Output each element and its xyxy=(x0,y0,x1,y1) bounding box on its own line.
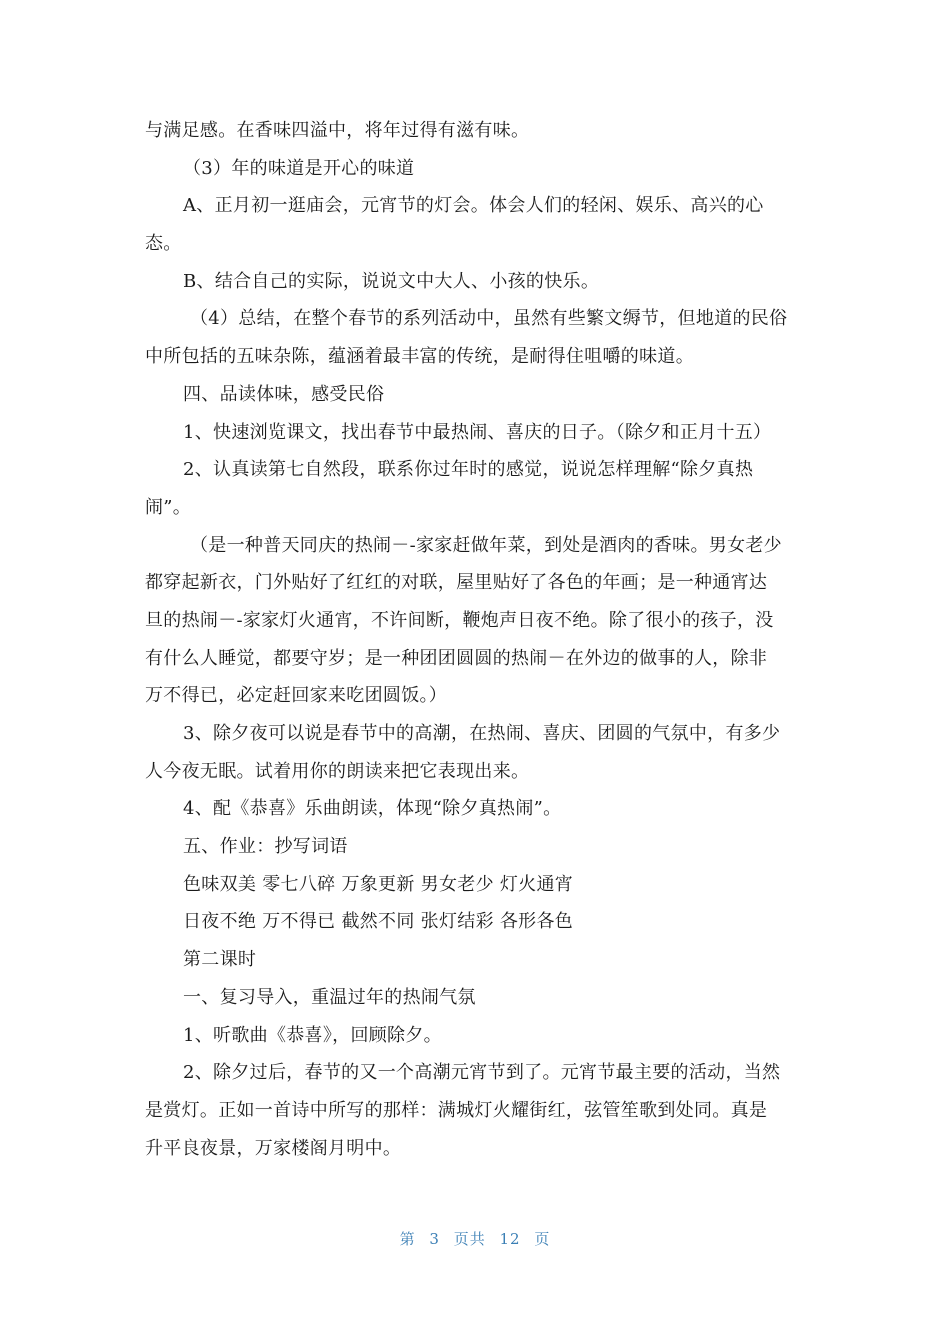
text-line: 与满足感。在香味四溢中，将年过得有滋有味。 xyxy=(145,120,530,141)
text-line: A、正月初一逛庙会，元宵节的灯会。体会人们的轻闲、娱乐、高兴的心 xyxy=(183,195,764,217)
section-heading: 一、复习导入，重温过年的热闹气氛 xyxy=(183,986,476,1008)
lesson-heading: 第二课时 xyxy=(183,949,257,971)
text-line: 4、配《恭喜》乐曲朗读，体现“除夕真热闹”。 xyxy=(183,798,562,820)
text-line: （3）年的味道是开心的味道 xyxy=(183,157,415,179)
page-label-prefix: 第 xyxy=(399,1230,416,1248)
text-line: 旦的热闹－-家家灯火通宵，不许间断，鞭炮声日夜不绝。除了很小的孩子，没 xyxy=(145,609,774,631)
text-line: 2、除夕过后，春节的又一个高潮元宵节到了。元宵节最主要的活动，当然 xyxy=(183,1062,781,1084)
page-label-suffix: 页 xyxy=(534,1230,551,1248)
text-line: 3、除夕夜可以说是春节中的高潮，在热闹、喜庆、团圆的气氛中，有多少 xyxy=(183,723,781,744)
total-pages-number: 12 xyxy=(499,1230,521,1248)
vocabulary-line: 色味双美 零七八碎 万象更新 男女老少 灯火通宵 xyxy=(183,873,574,895)
section-heading: 四、品读体味，感受民俗 xyxy=(183,383,385,405)
text-line: 1、快速浏览课文，找出春节中最热闹、喜庆的日子。（除夕和正月十五） xyxy=(183,421,772,443)
text-line: 都穿起新衣，门外贴好了红红的对联，屋里贴好了各色的年画；是一种通宵达 xyxy=(145,572,768,594)
text-line: 闹”。 xyxy=(145,496,192,518)
text-line: 2、认真读第七自然段，联系你过年时的感觉，说说怎样理解“除夕真热 xyxy=(183,459,754,481)
current-page-number: 3 xyxy=(429,1230,440,1248)
page-label-middle: 页共 xyxy=(453,1230,486,1248)
text-line: 中所包括的五味杂陈，蕴涵着最丰富的传统，是耐得住咀嚼的味道。 xyxy=(145,346,694,368)
text-line: 态。 xyxy=(145,233,182,255)
section-heading: 五、作业：抄写词语 xyxy=(183,836,348,858)
text-line: 是赏灯。正如一首诗中所写的那样：满城灯火耀街红，弦管笙歌到处同。真是 xyxy=(145,1099,768,1121)
text-line: 升平良夜景，万家楼阁月明中。 xyxy=(145,1137,402,1159)
vocabulary-line: 日夜不绝 万不得已 截然不同 张灯结彩 各形各色 xyxy=(183,911,574,933)
text-line: （4）总结，在整个春节的系列活动中，虽然有些繁文缛节，但地道的民俗 xyxy=(190,308,788,330)
text-line: 1、听歌曲《恭喜》，回顾除夕。 xyxy=(183,1024,442,1046)
text-line: 人今夜无眠。试着用你的朗读来把它表现出来。 xyxy=(145,760,530,782)
text-line: 万不得已，必定赶回家来吃团圆饭。） xyxy=(145,685,448,707)
page-footer xyxy=(0,1228,950,1249)
text-line: （是一种普天同庆的热闹－-家家赶做年菜，到处是酒肉的香味。男女老少 xyxy=(190,534,782,556)
document-body xyxy=(145,112,809,1167)
text-line: 有什么人睡觉，都要守岁；是一种团团圆圆的热闹－在外边的做事的人，除非 xyxy=(145,647,768,669)
text-line: B、结合自己的实际，说说文中大人、小孩的快乐。 xyxy=(183,270,600,292)
